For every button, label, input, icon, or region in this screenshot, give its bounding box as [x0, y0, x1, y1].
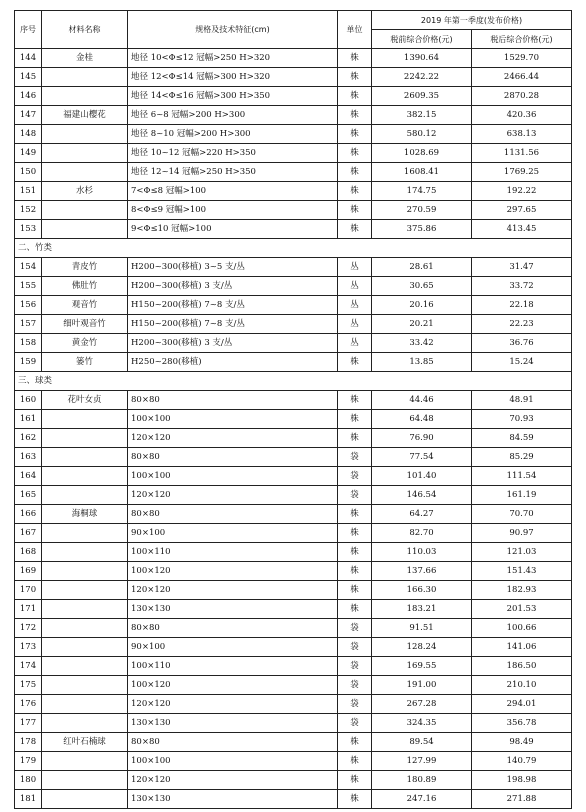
cell-unit: 株 [338, 391, 372, 410]
cell-pre-tax: 2242.22 [372, 68, 472, 87]
cell-pre-tax: 89.54 [372, 733, 472, 752]
cell-unit: 株 [338, 429, 372, 448]
cell-name: 金桂 [42, 49, 128, 68]
cell-pre-tax: 382.15 [372, 106, 472, 125]
cell-no: 153 [15, 220, 42, 239]
cell-name [42, 486, 128, 505]
table-row [15, 657, 572, 676]
cell-pre-tax: 183.21 [372, 600, 472, 619]
cell-no: 164 [15, 467, 42, 486]
cell-spec: 100×100 [128, 752, 338, 771]
cell-pre-tax: 82.70 [372, 524, 472, 543]
cell-pre-tax: 64.27 [372, 505, 472, 524]
cell-post-tax: 210.10 [472, 676, 572, 695]
cell-spec: 100×120 [128, 562, 338, 581]
cell-no: 173 [15, 638, 42, 657]
cell-name [42, 562, 128, 581]
cell-name [42, 790, 128, 809]
cell-no: 146 [15, 87, 42, 106]
cell-post-tax: 141.06 [472, 638, 572, 657]
cell-unit: 袋 [338, 486, 372, 505]
section-title: 二、竹类 [15, 239, 572, 258]
cell-pre-tax: 270.59 [372, 201, 472, 220]
table-row [15, 562, 572, 581]
cell-unit: 丛 [338, 334, 372, 353]
cell-pre-tax: 44.46 [372, 391, 472, 410]
cell-unit: 丛 [338, 315, 372, 334]
cell-name [42, 752, 128, 771]
cell-no: 170 [15, 581, 42, 600]
cell-post-tax: 111.54 [472, 467, 572, 486]
cell-post-tax: 85.29 [472, 448, 572, 467]
cell-pre-tax: 1028.69 [372, 144, 472, 163]
table-row [15, 600, 572, 619]
cell-unit: 丛 [338, 277, 372, 296]
cell-no: 148 [15, 125, 42, 144]
cell-name [42, 581, 128, 600]
cell-unit: 株 [338, 752, 372, 771]
cell-name [42, 448, 128, 467]
table-row [15, 315, 572, 334]
cell-name [42, 144, 128, 163]
cell-post-tax: 638.13 [472, 125, 572, 144]
cell-spec: 90×100 [128, 638, 338, 657]
cell-name [42, 163, 128, 182]
cell-spec: 地径 6~8 冠幅>200 H>300 [128, 106, 338, 125]
table-row [15, 144, 572, 163]
cell-name [42, 87, 128, 106]
cell-spec: 100×100 [128, 410, 338, 429]
cell-spec: 120×120 [128, 581, 338, 600]
table-row [15, 714, 572, 733]
cell-post-tax: 22.18 [472, 296, 572, 315]
cell-name [42, 429, 128, 448]
cell-spec: 8<Φ≤9 冠幅>100 [128, 201, 338, 220]
cell-spec: H150~200(移植) 7~8 支/丛 [128, 315, 338, 334]
header-period: 2019 年第一季度(发布价格) [372, 11, 572, 30]
cell-unit: 株 [338, 182, 372, 201]
cell-post-tax: 33.72 [472, 277, 572, 296]
cell-spec: 80×80 [128, 619, 338, 638]
cell-spec: 80×80 [128, 733, 338, 752]
cell-unit: 株 [338, 125, 372, 144]
cell-pre-tax: 146.54 [372, 486, 472, 505]
cell-no: 150 [15, 163, 42, 182]
cell-post-tax: 1769.25 [472, 163, 572, 182]
cell-no: 167 [15, 524, 42, 543]
cell-pre-tax: 20.16 [372, 296, 472, 315]
cell-pre-tax: 30.65 [372, 277, 472, 296]
cell-post-tax: 36.76 [472, 334, 572, 353]
cell-spec: 120×120 [128, 771, 338, 790]
cell-post-tax: 182.93 [472, 581, 572, 600]
cell-name [42, 638, 128, 657]
cell-post-tax: 294.01 [472, 695, 572, 714]
cell-spec: 100×110 [128, 657, 338, 676]
cell-post-tax: 48.91 [472, 391, 572, 410]
cell-post-tax: 84.59 [472, 429, 572, 448]
cell-unit: 株 [338, 144, 372, 163]
cell-post-tax: 15.24 [472, 353, 572, 372]
cell-pre-tax: 76.90 [372, 429, 472, 448]
table-row [15, 733, 572, 752]
cell-no: 180 [15, 771, 42, 790]
cell-post-tax: 90.97 [472, 524, 572, 543]
cell-post-tax: 140.79 [472, 752, 572, 771]
price-table [14, 10, 572, 809]
cell-pre-tax: 324.35 [372, 714, 472, 733]
cell-name: 海桐球 [42, 505, 128, 524]
cell-pre-tax: 191.00 [372, 676, 472, 695]
cell-name [42, 201, 128, 220]
cell-post-tax: 31.47 [472, 258, 572, 277]
cell-pre-tax: 375.86 [372, 220, 472, 239]
cell-no: 147 [15, 106, 42, 125]
cell-spec: H200~300(移植) 3 支/丛 [128, 277, 338, 296]
table-row [15, 125, 572, 144]
cell-unit: 袋 [338, 467, 372, 486]
cell-no: 162 [15, 429, 42, 448]
table-row [15, 391, 572, 410]
cell-no: 176 [15, 695, 42, 714]
table-row [15, 790, 572, 809]
header-post-tax: 税后综合价格(元) [472, 30, 572, 49]
cell-post-tax: 161.19 [472, 486, 572, 505]
cell-name [42, 125, 128, 144]
cell-name: 红叶石楠球 [42, 733, 128, 752]
cell-post-tax: 271.88 [472, 790, 572, 809]
cell-no: 157 [15, 315, 42, 334]
cell-post-tax: 420.36 [472, 106, 572, 125]
cell-name: 青皮竹 [42, 258, 128, 277]
cell-pre-tax: 128.24 [372, 638, 472, 657]
section-row [15, 372, 572, 391]
cell-post-tax: 2870.28 [472, 87, 572, 106]
cell-pre-tax: 13.85 [372, 353, 472, 372]
cell-spec: 地径 14<Φ≤16 冠幅>300 H>350 [128, 87, 338, 106]
table-row [15, 334, 572, 353]
cell-unit: 株 [338, 505, 372, 524]
cell-post-tax: 98.49 [472, 733, 572, 752]
cell-name: 花叶女贞 [42, 391, 128, 410]
table-row [15, 220, 572, 239]
cell-name: 佛肚竹 [42, 277, 128, 296]
table-row [15, 638, 572, 657]
table-row [15, 182, 572, 201]
cell-no: 151 [15, 182, 42, 201]
cell-pre-tax: 110.03 [372, 543, 472, 562]
cell-unit: 株 [338, 410, 372, 429]
cell-pre-tax: 28.61 [372, 258, 472, 277]
cell-pre-tax: 127.99 [372, 752, 472, 771]
cell-name: 水杉 [42, 182, 128, 201]
cell-no: 179 [15, 752, 42, 771]
cell-pre-tax: 33.42 [372, 334, 472, 353]
cell-unit: 袋 [338, 676, 372, 695]
cell-unit: 株 [338, 163, 372, 182]
table-body [15, 49, 572, 809]
cell-no: 169 [15, 562, 42, 581]
cell-no: 163 [15, 448, 42, 467]
cell-unit: 株 [338, 220, 372, 239]
table-row [15, 87, 572, 106]
table-row [15, 49, 572, 68]
cell-pre-tax: 180.89 [372, 771, 472, 790]
cell-name: 黄金竹 [42, 334, 128, 353]
cell-no: 175 [15, 676, 42, 695]
cell-spec: 7<Φ≤8 冠幅>100 [128, 182, 338, 201]
cell-post-tax: 121.03 [472, 543, 572, 562]
cell-no: 181 [15, 790, 42, 809]
cell-name [42, 714, 128, 733]
cell-pre-tax: 580.12 [372, 125, 472, 144]
cell-name: 观音竹 [42, 296, 128, 315]
cell-no: 177 [15, 714, 42, 733]
cell-name [42, 619, 128, 638]
table-row [15, 619, 572, 638]
table-row [15, 543, 572, 562]
cell-pre-tax: 2609.35 [372, 87, 472, 106]
cell-post-tax: 151.43 [472, 562, 572, 581]
cell-name: 篓竹 [42, 353, 128, 372]
cell-name [42, 543, 128, 562]
header-pre-tax: 税前综合价格(元) [372, 30, 472, 49]
cell-spec: 90×100 [128, 524, 338, 543]
cell-pre-tax: 247.16 [372, 790, 472, 809]
cell-pre-tax: 166.30 [372, 581, 472, 600]
price-table-container [14, 10, 572, 809]
cell-spec: H200~300(移植) 3~5 支/丛 [128, 258, 338, 277]
cell-pre-tax: 267.28 [372, 695, 472, 714]
cell-pre-tax: 174.75 [372, 182, 472, 201]
cell-unit: 株 [338, 771, 372, 790]
cell-spec: 地径 8~10 冠幅>200 H>300 [128, 125, 338, 144]
header-name: 材料名称 [42, 11, 128, 49]
cell-post-tax: 201.53 [472, 600, 572, 619]
cell-spec: 120×120 [128, 429, 338, 448]
cell-no: 145 [15, 68, 42, 87]
cell-pre-tax: 1608.41 [372, 163, 472, 182]
cell-no: 178 [15, 733, 42, 752]
cell-unit: 袋 [338, 657, 372, 676]
cell-post-tax: 198.98 [472, 771, 572, 790]
cell-unit: 丛 [338, 258, 372, 277]
cell-no: 161 [15, 410, 42, 429]
cell-post-tax: 356.78 [472, 714, 572, 733]
cell-spec: 100×100 [128, 467, 338, 486]
cell-spec: 120×120 [128, 486, 338, 505]
table-row [15, 277, 572, 296]
cell-name [42, 467, 128, 486]
table-row [15, 676, 572, 695]
cell-spec: H250~280(移植) [128, 353, 338, 372]
cell-unit: 袋 [338, 448, 372, 467]
table-row [15, 106, 572, 125]
cell-post-tax: 192.22 [472, 182, 572, 201]
cell-pre-tax: 137.66 [372, 562, 472, 581]
cell-name [42, 410, 128, 429]
table-row [15, 524, 572, 543]
header-spec: 规格及技术特征(cm) [128, 11, 338, 49]
table-row [15, 258, 572, 277]
cell-post-tax: 1529.70 [472, 49, 572, 68]
header-unit: 单位 [338, 11, 372, 49]
cell-name [42, 771, 128, 790]
cell-pre-tax: 77.54 [372, 448, 472, 467]
cell-spec: H200~300(移植) 3 支/丛 [128, 334, 338, 353]
cell-unit: 袋 [338, 638, 372, 657]
cell-no: 160 [15, 391, 42, 410]
section-title: 三、球类 [15, 372, 572, 391]
cell-spec: 80×80 [128, 505, 338, 524]
cell-spec: 100×120 [128, 676, 338, 695]
cell-no: 144 [15, 49, 42, 68]
cell-post-tax: 70.93 [472, 410, 572, 429]
cell-no: 154 [15, 258, 42, 277]
cell-unit: 株 [338, 353, 372, 372]
cell-unit: 丛 [338, 296, 372, 315]
table-row [15, 581, 572, 600]
cell-unit: 袋 [338, 714, 372, 733]
cell-unit: 株 [338, 562, 372, 581]
cell-unit: 株 [338, 87, 372, 106]
table-row [15, 752, 572, 771]
cell-name [42, 600, 128, 619]
cell-post-tax: 22.23 [472, 315, 572, 334]
cell-no: 166 [15, 505, 42, 524]
cell-no: 156 [15, 296, 42, 315]
cell-spec: 130×130 [128, 714, 338, 733]
cell-pre-tax: 91.51 [372, 619, 472, 638]
cell-name: 福建山樱花 [42, 106, 128, 125]
cell-spec: 130×130 [128, 600, 338, 619]
cell-pre-tax: 64.48 [372, 410, 472, 429]
cell-unit: 袋 [338, 695, 372, 714]
cell-no: 159 [15, 353, 42, 372]
cell-no: 149 [15, 144, 42, 163]
cell-name: 细叶观音竹 [42, 315, 128, 334]
table-row [15, 353, 572, 372]
cell-name [42, 676, 128, 695]
cell-unit: 株 [338, 543, 372, 562]
cell-post-tax: 2466.44 [472, 68, 572, 87]
cell-pre-tax: 20.21 [372, 315, 472, 334]
cell-no: 172 [15, 619, 42, 638]
cell-unit: 株 [338, 68, 372, 87]
header-no: 序号 [15, 11, 42, 49]
cell-post-tax: 70.70 [472, 505, 572, 524]
header-row-1 [15, 11, 572, 30]
cell-no: 168 [15, 543, 42, 562]
cell-spec: 80×80 [128, 448, 338, 467]
cell-spec: 地径 10<Φ≤12 冠幅>250 H>320 [128, 49, 338, 68]
cell-unit: 株 [338, 733, 372, 752]
cell-name [42, 695, 128, 714]
cell-name [42, 220, 128, 239]
table-row [15, 163, 572, 182]
table-row [15, 695, 572, 714]
table-row [15, 467, 572, 486]
table-row [15, 201, 572, 220]
cell-post-tax: 413.45 [472, 220, 572, 239]
cell-unit: 株 [338, 49, 372, 68]
cell-name [42, 657, 128, 676]
cell-no: 158 [15, 334, 42, 353]
cell-spec: 120×120 [128, 695, 338, 714]
table-row [15, 429, 572, 448]
cell-no: 165 [15, 486, 42, 505]
table-row [15, 296, 572, 315]
cell-spec: 100×110 [128, 543, 338, 562]
cell-no: 152 [15, 201, 42, 220]
cell-spec: 130×130 [128, 790, 338, 809]
cell-spec: 80×80 [128, 391, 338, 410]
cell-no: 155 [15, 277, 42, 296]
table-row [15, 448, 572, 467]
cell-spec: 9<Φ≤10 冠幅>100 [128, 220, 338, 239]
cell-unit: 株 [338, 201, 372, 220]
table-row [15, 410, 572, 429]
cell-post-tax: 1131.56 [472, 144, 572, 163]
cell-unit: 株 [338, 106, 372, 125]
cell-name [42, 68, 128, 87]
cell-pre-tax: 169.55 [372, 657, 472, 676]
cell-spec: H150~200(移植) 7~8 支/丛 [128, 296, 338, 315]
table-row [15, 771, 572, 790]
section-row [15, 239, 572, 258]
cell-pre-tax: 1390.64 [372, 49, 472, 68]
cell-name [42, 524, 128, 543]
cell-unit: 袋 [338, 619, 372, 638]
cell-no: 171 [15, 600, 42, 619]
cell-post-tax: 297.65 [472, 201, 572, 220]
table-row [15, 68, 572, 87]
cell-unit: 株 [338, 581, 372, 600]
cell-unit: 株 [338, 790, 372, 809]
table-row [15, 505, 572, 524]
cell-spec: 地径 12<Φ≤14 冠幅>300 H>320 [128, 68, 338, 87]
cell-unit: 株 [338, 524, 372, 543]
cell-pre-tax: 101.40 [372, 467, 472, 486]
cell-no: 174 [15, 657, 42, 676]
cell-spec: 地径 12~14 冠幅>250 H>350 [128, 163, 338, 182]
cell-post-tax: 186.50 [472, 657, 572, 676]
cell-post-tax: 100.66 [472, 619, 572, 638]
table-row [15, 486, 572, 505]
cell-unit: 株 [338, 600, 372, 619]
cell-spec: 地径 10~12 冠幅>220 H>350 [128, 144, 338, 163]
